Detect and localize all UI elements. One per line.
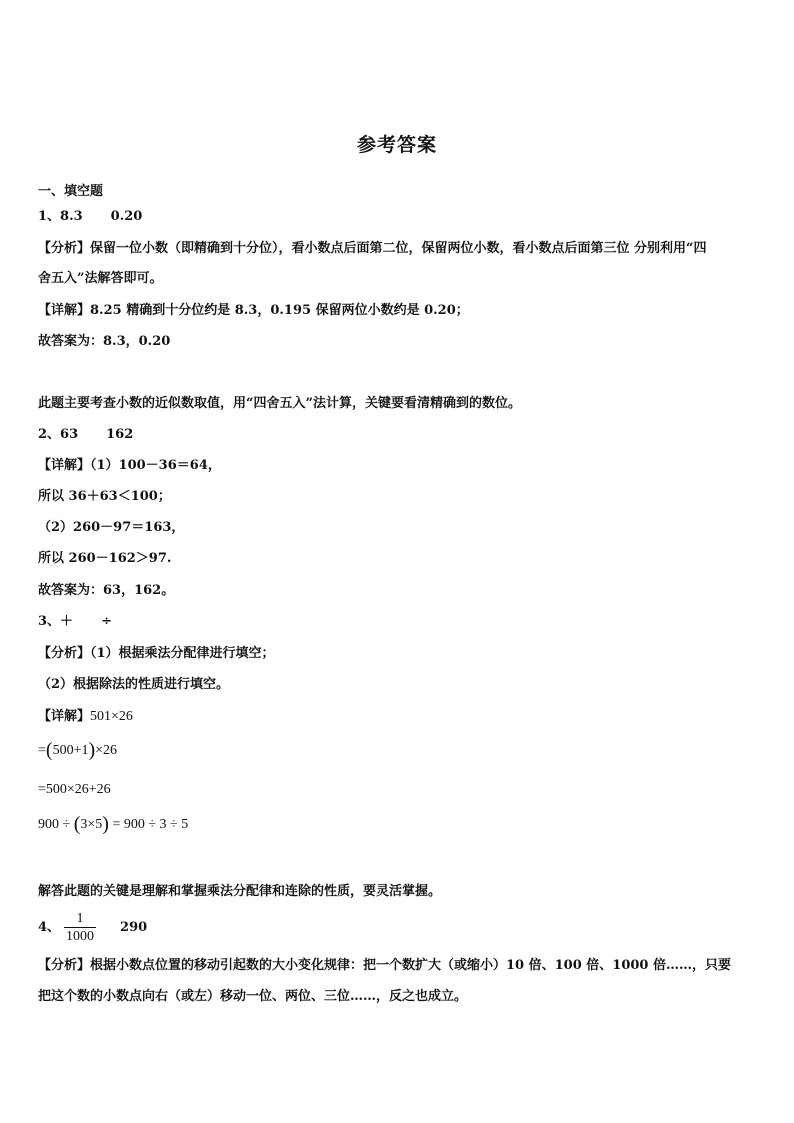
q1-answer-1: 8.3 <box>60 209 83 224</box>
q4-answers <box>38 910 147 946</box>
q1-analysis-line-2: 舍五入”法解答即可。 <box>38 271 163 286</box>
q3-detail-label: 【详解】 <box>38 709 91 724</box>
q3-analysis-line-1: 【分析】（1）根据乘法分配律进行填空； <box>38 646 275 661</box>
q4-analysis-line-1: 【分析】根据小数点位置的移动引起数的大小变化规律：把一个数扩大（或缩小）10 倍、100 倍、1000 倍……，只要 <box>38 958 731 973</box>
section-heading: 一、填空题 <box>38 184 104 199</box>
q2-answer-2: 162 <box>106 427 134 442</box>
q4-analysis-line-2: 把这个数的小数点向右（或左）移动一位、两位、三位……，反之也成立。 <box>38 989 468 1004</box>
page-title: 参考答案 <box>356 134 437 156</box>
q3-expr-4: 900 ÷ (3×5) = 900 ÷ 3 ÷ 5 <box>38 813 189 835</box>
q3-expr-2: =(500+1)×26 <box>38 739 118 761</box>
q2-final-answer: 故答案为：63，162。 <box>38 583 175 598</box>
q3-expr-1: 501×26 <box>90 709 133 724</box>
q4-answer-fraction: $\frac{1}{1000}$ <box>66 911 95 944</box>
q2-detail-line-4: 所以 260－162＞97. <box>38 551 172 566</box>
q1-answers <box>38 208 142 226</box>
q2-detail-line-3: （2）260－97＝163， <box>38 520 185 535</box>
q1-answer-2: 0.20 <box>110 209 143 224</box>
q2-answers <box>38 426 133 444</box>
q3-detail <box>38 708 133 726</box>
q4-answer-2: 290 <box>120 920 148 935</box>
q2-detail-line-2: 所以 36＋63＜100； <box>38 489 171 504</box>
q3-number: 3、 <box>38 614 61 629</box>
q4-number: 4、 <box>38 920 61 935</box>
q1-analysis-line-1: 【分析】保留一位小数（即精确到十分位），看小数点后面第二位，保留两位小数，看小数点后面第三位 分别利用“四 <box>38 241 707 256</box>
q2-detail-line-1: 【详解】（1）100－36＝64， <box>38 458 221 473</box>
q3-analysis-line-2: （2）根据除法的性质进行填空。 <box>38 677 230 692</box>
q3-comment: 解答此题的关键是理解和掌握乘法分配律和连除的性质，要灵活掌握。 <box>38 884 442 899</box>
q2-answer-1: 63 <box>60 427 79 442</box>
q1-comment: 此题主要考查小数的近似数取值，用“四舍五入”法计算，关键要看清精确到的数位。 <box>38 396 521 411</box>
q1-detail: 【详解】8.25 精确到十分位约是 8.3，0.195 保留两位小数约是 0.20； <box>38 303 469 318</box>
q3-answer-1: ＋ <box>60 614 74 629</box>
q2-number: 2、 <box>38 427 61 442</box>
q1-final-answer: 故答案为：8.3，0.20 <box>38 334 171 349</box>
q3-answers <box>38 613 112 631</box>
q3-expr-3: =500×26+26 <box>38 782 111 797</box>
q1-number: 1、 <box>38 209 61 224</box>
q3-answer-2: ÷ <box>101 614 112 629</box>
